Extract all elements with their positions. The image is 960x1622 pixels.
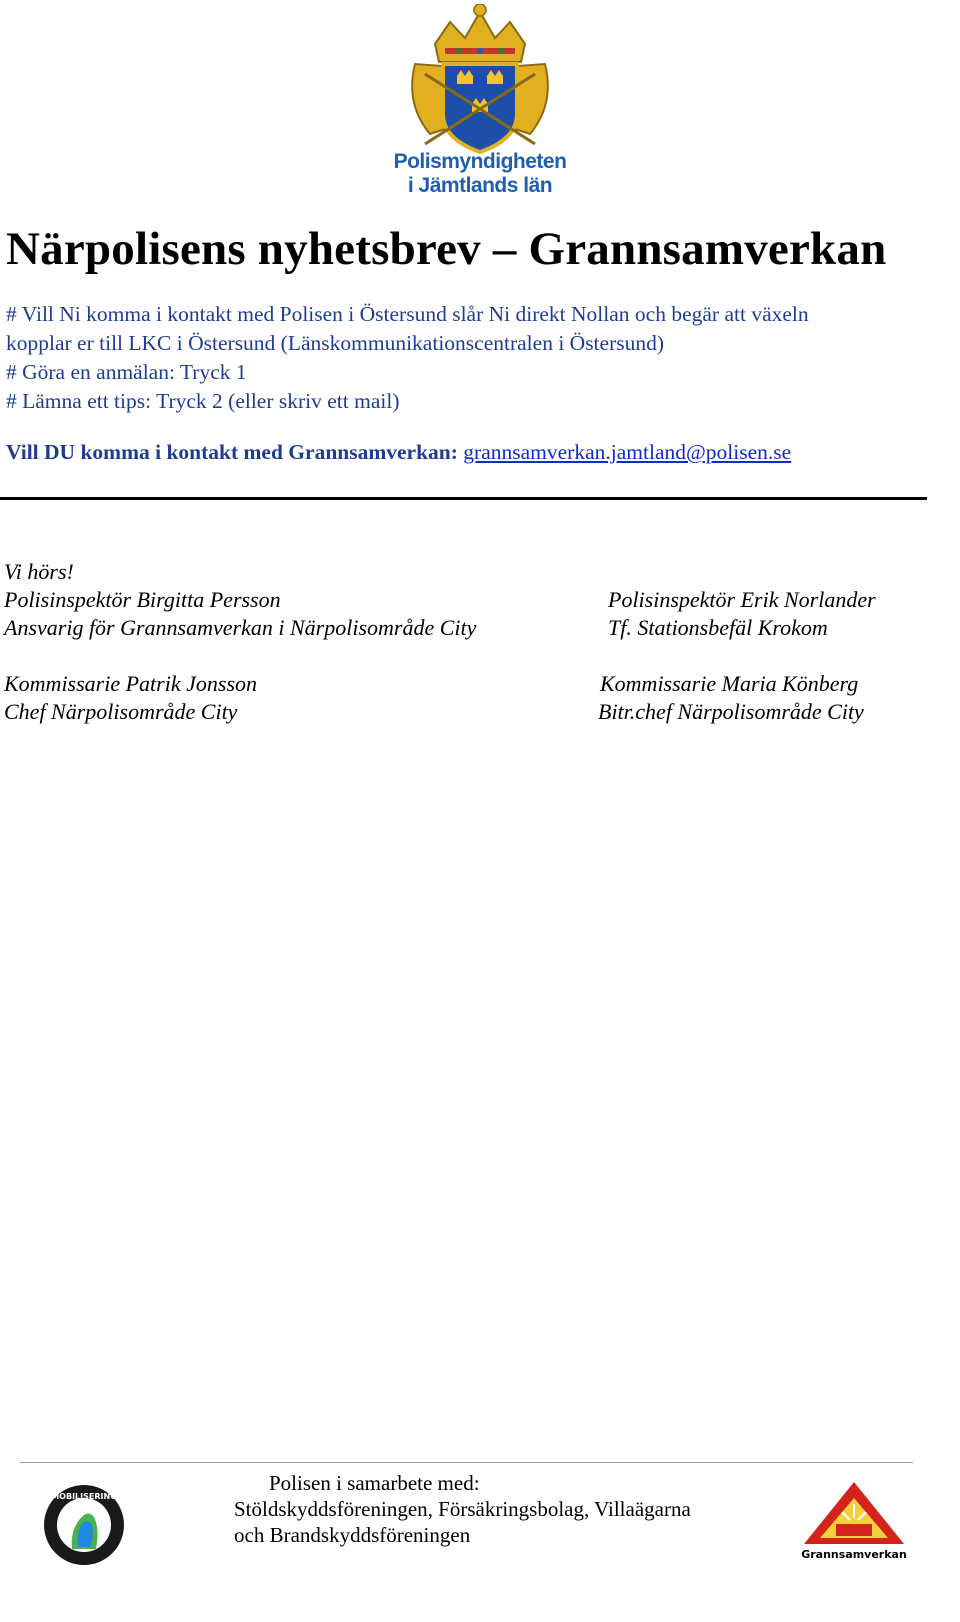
footer-line: och Brandskyddsföreningen xyxy=(234,1523,471,1547)
contact-info xyxy=(6,300,809,416)
contact-line: # Vill Ni komma i kontakt med Polisen i Östersund slår Ni direkt Nollan och begär att växeln xyxy=(6,302,809,326)
logo-lettering: MOBILISERING xyxy=(51,1492,117,1501)
logo-line-2: i Jämtlands län xyxy=(407,174,553,197)
signature-name: Kommissarie Patrik Jonsson xyxy=(4,671,257,696)
footer-line: Polisen i samarbete med: xyxy=(269,1471,480,1495)
logo-lettering: Grannsamverkan xyxy=(801,1548,907,1561)
contact-line: # Lämna ett tips: Tryck 2 (eller skriv ett mail) xyxy=(6,389,400,413)
signature-right-1 xyxy=(608,586,876,642)
contact-line: kopplar er till LKC i Östersund (Länskommunikationscentralen i Östersund) xyxy=(6,331,665,355)
footer-line: Stöldskyddsföreningen, Försäkringsbolag, Villaägarna xyxy=(234,1497,691,1521)
signature-name: Kommissarie Maria Könberg xyxy=(600,671,859,696)
grannsamverkan-contact xyxy=(6,440,791,465)
signature-left-1 xyxy=(4,586,476,642)
signature-role: Tf. Stationsbefäl Krokom xyxy=(608,615,828,640)
logo-wordmark xyxy=(360,150,600,198)
signature-role: Ansvarig för Grannsamverkan i Närpolisområde City xyxy=(4,615,477,640)
signature-left-2 xyxy=(4,670,257,726)
divider xyxy=(0,497,927,500)
footer-text xyxy=(234,1470,691,1548)
newsletter-title: Närpolisens nyhetsbrev – Grannsamverkan xyxy=(6,223,887,275)
mobilisering-mot-droger-logo xyxy=(42,1483,126,1567)
signoff: Vi hörs! xyxy=(4,559,74,584)
signature-name: Polisinspektör Erik Norlander xyxy=(608,587,876,612)
contact-label: Vill DU komma i kontakt med Grannsamverkan: xyxy=(6,440,458,464)
signature-right-2 xyxy=(598,670,864,726)
signature-role: Chef Närpolisområde City xyxy=(4,699,238,724)
logo-line-1: Polismyndigheten xyxy=(393,150,567,173)
email-link[interactable]: grannsamverkan.jamtland@polisen.se xyxy=(463,440,792,464)
contact-line: # Göra en anmälan: Tryck 1 xyxy=(6,360,247,384)
grannsamverkan-logo xyxy=(798,1478,910,1564)
footer-divider xyxy=(20,1462,913,1463)
signature-role: Bitr.chef Närpolisområde City xyxy=(598,699,864,724)
signature-name: Polisinspektör Birgitta Persson xyxy=(4,587,281,612)
